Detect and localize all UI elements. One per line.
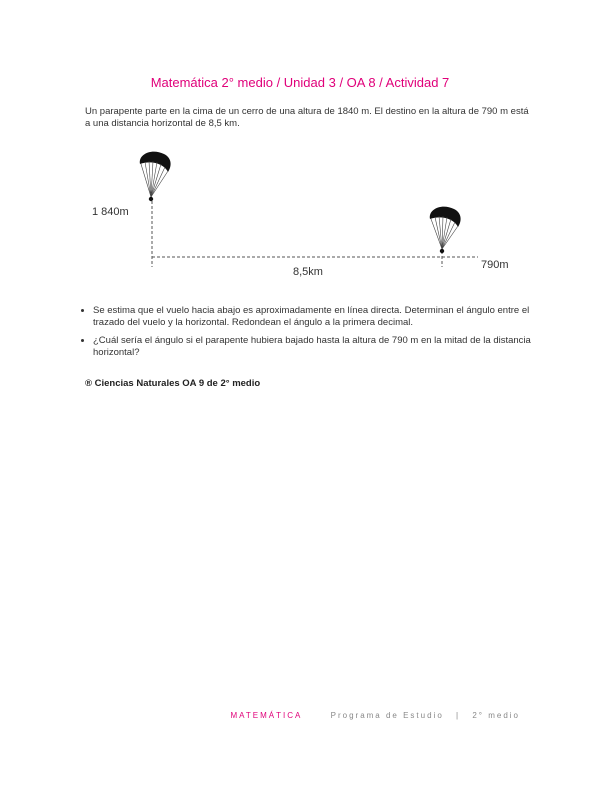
footer-brand: MATEMÁTICA	[230, 711, 302, 720]
page-footer	[231, 711, 521, 720]
question-list	[75, 305, 543, 365]
intro-paragraph: Un parapente parte en la cima de un cerro de una altura de 1840 m. El destino en la altura de 790 m está a una distancia horizontal de 8,5 km.	[85, 106, 529, 129]
paraglider-figure	[80, 145, 530, 280]
footer-gap	[314, 711, 318, 720]
distance-label: 8,5km	[293, 266, 323, 278]
paraglider-icon	[430, 207, 461, 254]
section-reference: ® Ciencias Naturales OA 9 de 2° medio	[85, 378, 261, 389]
list-item: • Se estima que el vuelo hacia abajo es aproximadamente en línea directa. Determinan el ángulo entre el trazado del vuelo y la horizontal. Redondean el ángulo a la primera decimal.	[93, 305, 543, 329]
page-title: Matemática 2° medio / Unidad 3 / OA 8 / Actividad 7	[150, 75, 450, 90]
start-height-label: 1 840m	[92, 206, 129, 218]
footer-separator: |	[456, 711, 461, 720]
footer-grade: 2° medio	[472, 711, 520, 720]
paraglider-icon	[140, 152, 171, 202]
end-height-label: 790m	[481, 259, 509, 271]
footer-program: Programa de Estudio	[330, 711, 444, 720]
list-item: • ¿Cuál sería el ángulo si el parapente hubiera bajado hasta la altura de 790 m en la mitad de la distancia horizontal?	[93, 335, 543, 359]
